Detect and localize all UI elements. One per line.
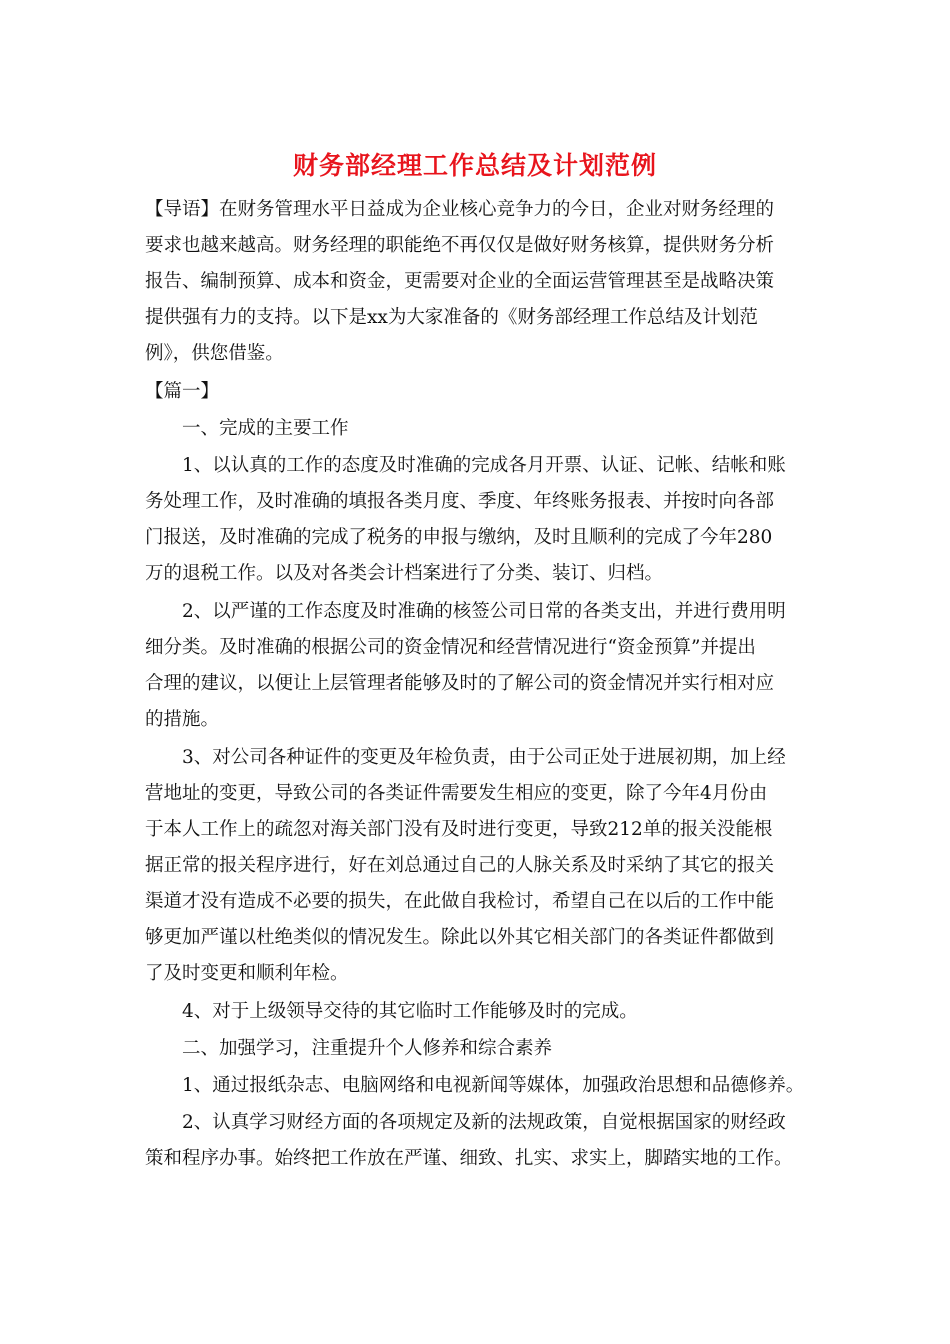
text-line: 3、对公司各种证件的变更及年检负责，由于公司正处于进展初期，加上经 [182,747,786,768]
text-line: 细分类。及时准确的根据公司的资金情况和经营情况进行“资金预算”并提出 [145,637,756,658]
text-line: 据正常的报关程序进行，好在刘总通过自己的人脉关系及时采纳了其它的报关 [145,855,775,876]
text-line: 报告、编制预算、成本和资金，更需要对企业的全面运营管理甚至是战略决策 [145,271,775,292]
text-line: 够更加严谨以杜绝类似的情况发生。除此以外其它相关部门的各类证件都做到 [145,927,775,948]
text-line: 了及时变更和顺利年检。 [145,963,349,984]
text-line: 例》，供您借鉴。 [145,343,284,364]
text-line: 1、通过报纸杂志、电脑网络和电视新闻等媒体，加强政治思想和品德修养。 [182,1075,805,1096]
text-line: 于本人工作上的疏忽对海关部门没有及时进行变更，导致212单的报关没能根 [145,819,773,840]
text-line: 2、以严谨的工作态度及时准确的核签公司日常的各类支出，并进行费用明 [182,601,786,622]
text-line: 策和程序办事。始终把工作放在严谨、细致、扎实、求实上，脚踏实地的工作。 [145,1148,793,1169]
text-line: 门报送，及时准确的完成了税务的申报与缴纳，及时且顺利的完成了今年280 [145,527,773,548]
text-line: 合理的建议，以便让上层管理者能够及时的了解公司的资金情况并实行相对应 [145,673,775,694]
text-line: 渠道才没有造成不必要的损失，在此做自我检讨，希望自己在以后的工作中能 [145,891,775,912]
text-line: 1、以认真的工作的态度及时准确的完成各月开票、认证、记帐、结帐和账 [182,455,786,476]
text-line: 2、认真学习财经方面的各项规定及新的法规政策，自觉根据国家的财经政 [182,1112,786,1133]
section-heading: 【篇一】 [145,381,220,402]
text-line: 务处理工作，及时准确的填报各类月度、季度、年终账务报表、并按时向各部 [145,491,775,512]
text-line: 【导语】在财务管理水平日益成为企业核心竞争力的今日，企业对财务经理的 [145,199,775,220]
document-title: 财务部经理工作总结及计划范例 [292,151,657,180]
sub-heading: 一、完成的主要工作 [182,418,349,439]
text-line: 的措施。 [145,709,220,730]
text-line: 营地址的变更，导致公司的各类证件需要发生相应的变更，除了今年4月份由 [145,783,768,804]
sub-heading: 二、加强学习，注重提升个人修养和综合素养 [182,1038,553,1059]
text-line: 要求也越来越高。财务经理的职能绝不再仅仅是做好财务核算，提供财务分析 [145,235,775,256]
text-line: 提供强有力的支持。以下是xx为大家准备的《财务部经理工作总结及计划范 [145,307,758,328]
text-line: 4、对于上级领导交待的其它临时工作能够及时的完成。 [182,1001,638,1022]
text-line: 万的退税工作。以及对各类会计档案进行了分类、装订、归档。 [145,563,664,584]
